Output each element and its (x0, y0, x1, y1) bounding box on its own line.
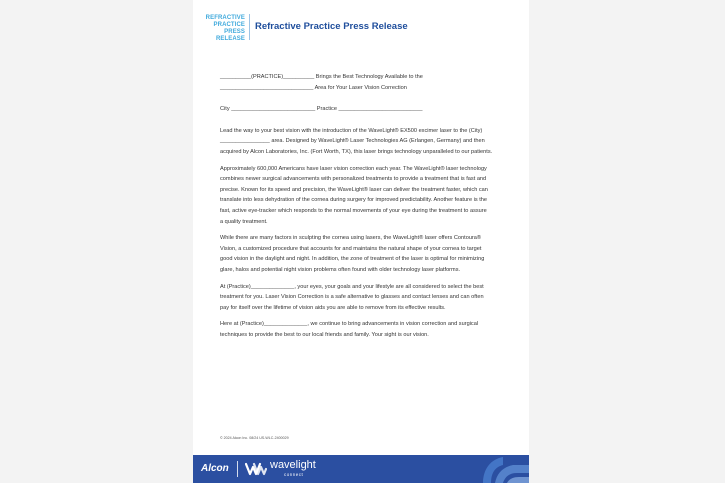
text-line: Vision, a customized procedure that accounts for and maintains the natural shape of your cornea to target (220, 245, 482, 252)
alcon-logo: Alcon (201, 463, 229, 474)
wavelight-mark-icon (245, 461, 267, 477)
text-line: Lead the way to your best vision with the introduction of the WaveLight® EX500 excimer laser to the (City) (220, 127, 483, 134)
text-line: combines newer surgical advancements with personalized treatments to provide a treatment that is fast and (220, 176, 487, 183)
paragraph-closing (220, 319, 529, 340)
header-divider (249, 14, 250, 40)
text-line: ________________ area. Designed by WaveLight® Laser Technologies AG (Erlangen, Germany) and then (220, 138, 485, 145)
logo-line: PRESS (224, 29, 245, 35)
logo-line: RELEASE (215, 36, 245, 42)
text-line: Here at (Practice)______________, we continue to bring advancements in vision correction and surgical (220, 321, 479, 328)
wavelight-subtitle: connect (284, 472, 304, 477)
paragraph-intro (220, 126, 529, 158)
headline-line: ______________________________ Area for Your Laser Vision Correction (220, 84, 407, 91)
text-line: techniques to provide the best to our local friends and family. Your sight is our vision. (220, 331, 429, 338)
text-line: pay for itself over the lifetime of vision aids you are able to remove from its effective results. (220, 304, 446, 311)
text-line: acquired by Alcon Laboratories, Inc. (Fort Worth, TX), this laser brings technology unparalleled to our patients. (220, 148, 493, 155)
text-line: precise. Known for its speed and precision, the WaveLight® laser can deliver the treatment faster, which can (220, 186, 488, 193)
text-line: Approximately 600,000 Americans have laser vision correction each year. The WaveLight® laser technology (220, 165, 487, 172)
paragraph-contoura (220, 233, 529, 275)
text-line: At (Practice)______________, your eyes, your goals and your lifestyle are all considered to select the best (220, 283, 484, 290)
text-line: good vision in the daylight and night. In addition, the zone of treatment of the laser is optimal for minimizing (220, 256, 485, 263)
text-line: a quality treatment. (220, 218, 268, 225)
decorative-wave-icon (473, 455, 529, 483)
paragraph-practice (220, 282, 529, 314)
city-practice-line: City ___________________________ Practice ___________________________ (220, 106, 423, 113)
press-release-page (193, 0, 529, 483)
logo-line: REFRACTIVE (205, 15, 245, 21)
copyright-notice: © 2024 Alcon Inc. 08/24 US-WLC-2400029 (220, 436, 289, 440)
document-body (220, 72, 529, 340)
wavelight-wordmark: wavelight (270, 459, 316, 471)
footer-divider (237, 461, 238, 477)
text-line: translate into less dehydration of the cornea during surgery for improved predictability. Another feature is the (220, 197, 487, 204)
logo-line: PRACTICE (213, 22, 245, 28)
text-line: fast, active eye-tracker which responds to the normal movements of your eye during the treatment to assure (220, 207, 487, 214)
headline-line: __________(PRACTICE)__________ Brings the Best Technology Available to the (220, 74, 423, 80)
text-line: While there are many factors in sculpting the cornea using lasers, the WaveLight® laser offers Contoura® (220, 235, 482, 242)
text-line: treatment for you. Laser Vision Correction is a safe alternative to glasses and contact lenses and can often (220, 294, 484, 301)
page-title: Refractive Practice Press Release (255, 21, 408, 32)
text-line: glare, halos and potential night vision problems often found with older technology laser platforms. (220, 266, 461, 273)
paragraph-technology (220, 164, 529, 228)
refractive-practice-logo (205, 15, 245, 43)
footer-brand-band (193, 455, 529, 483)
